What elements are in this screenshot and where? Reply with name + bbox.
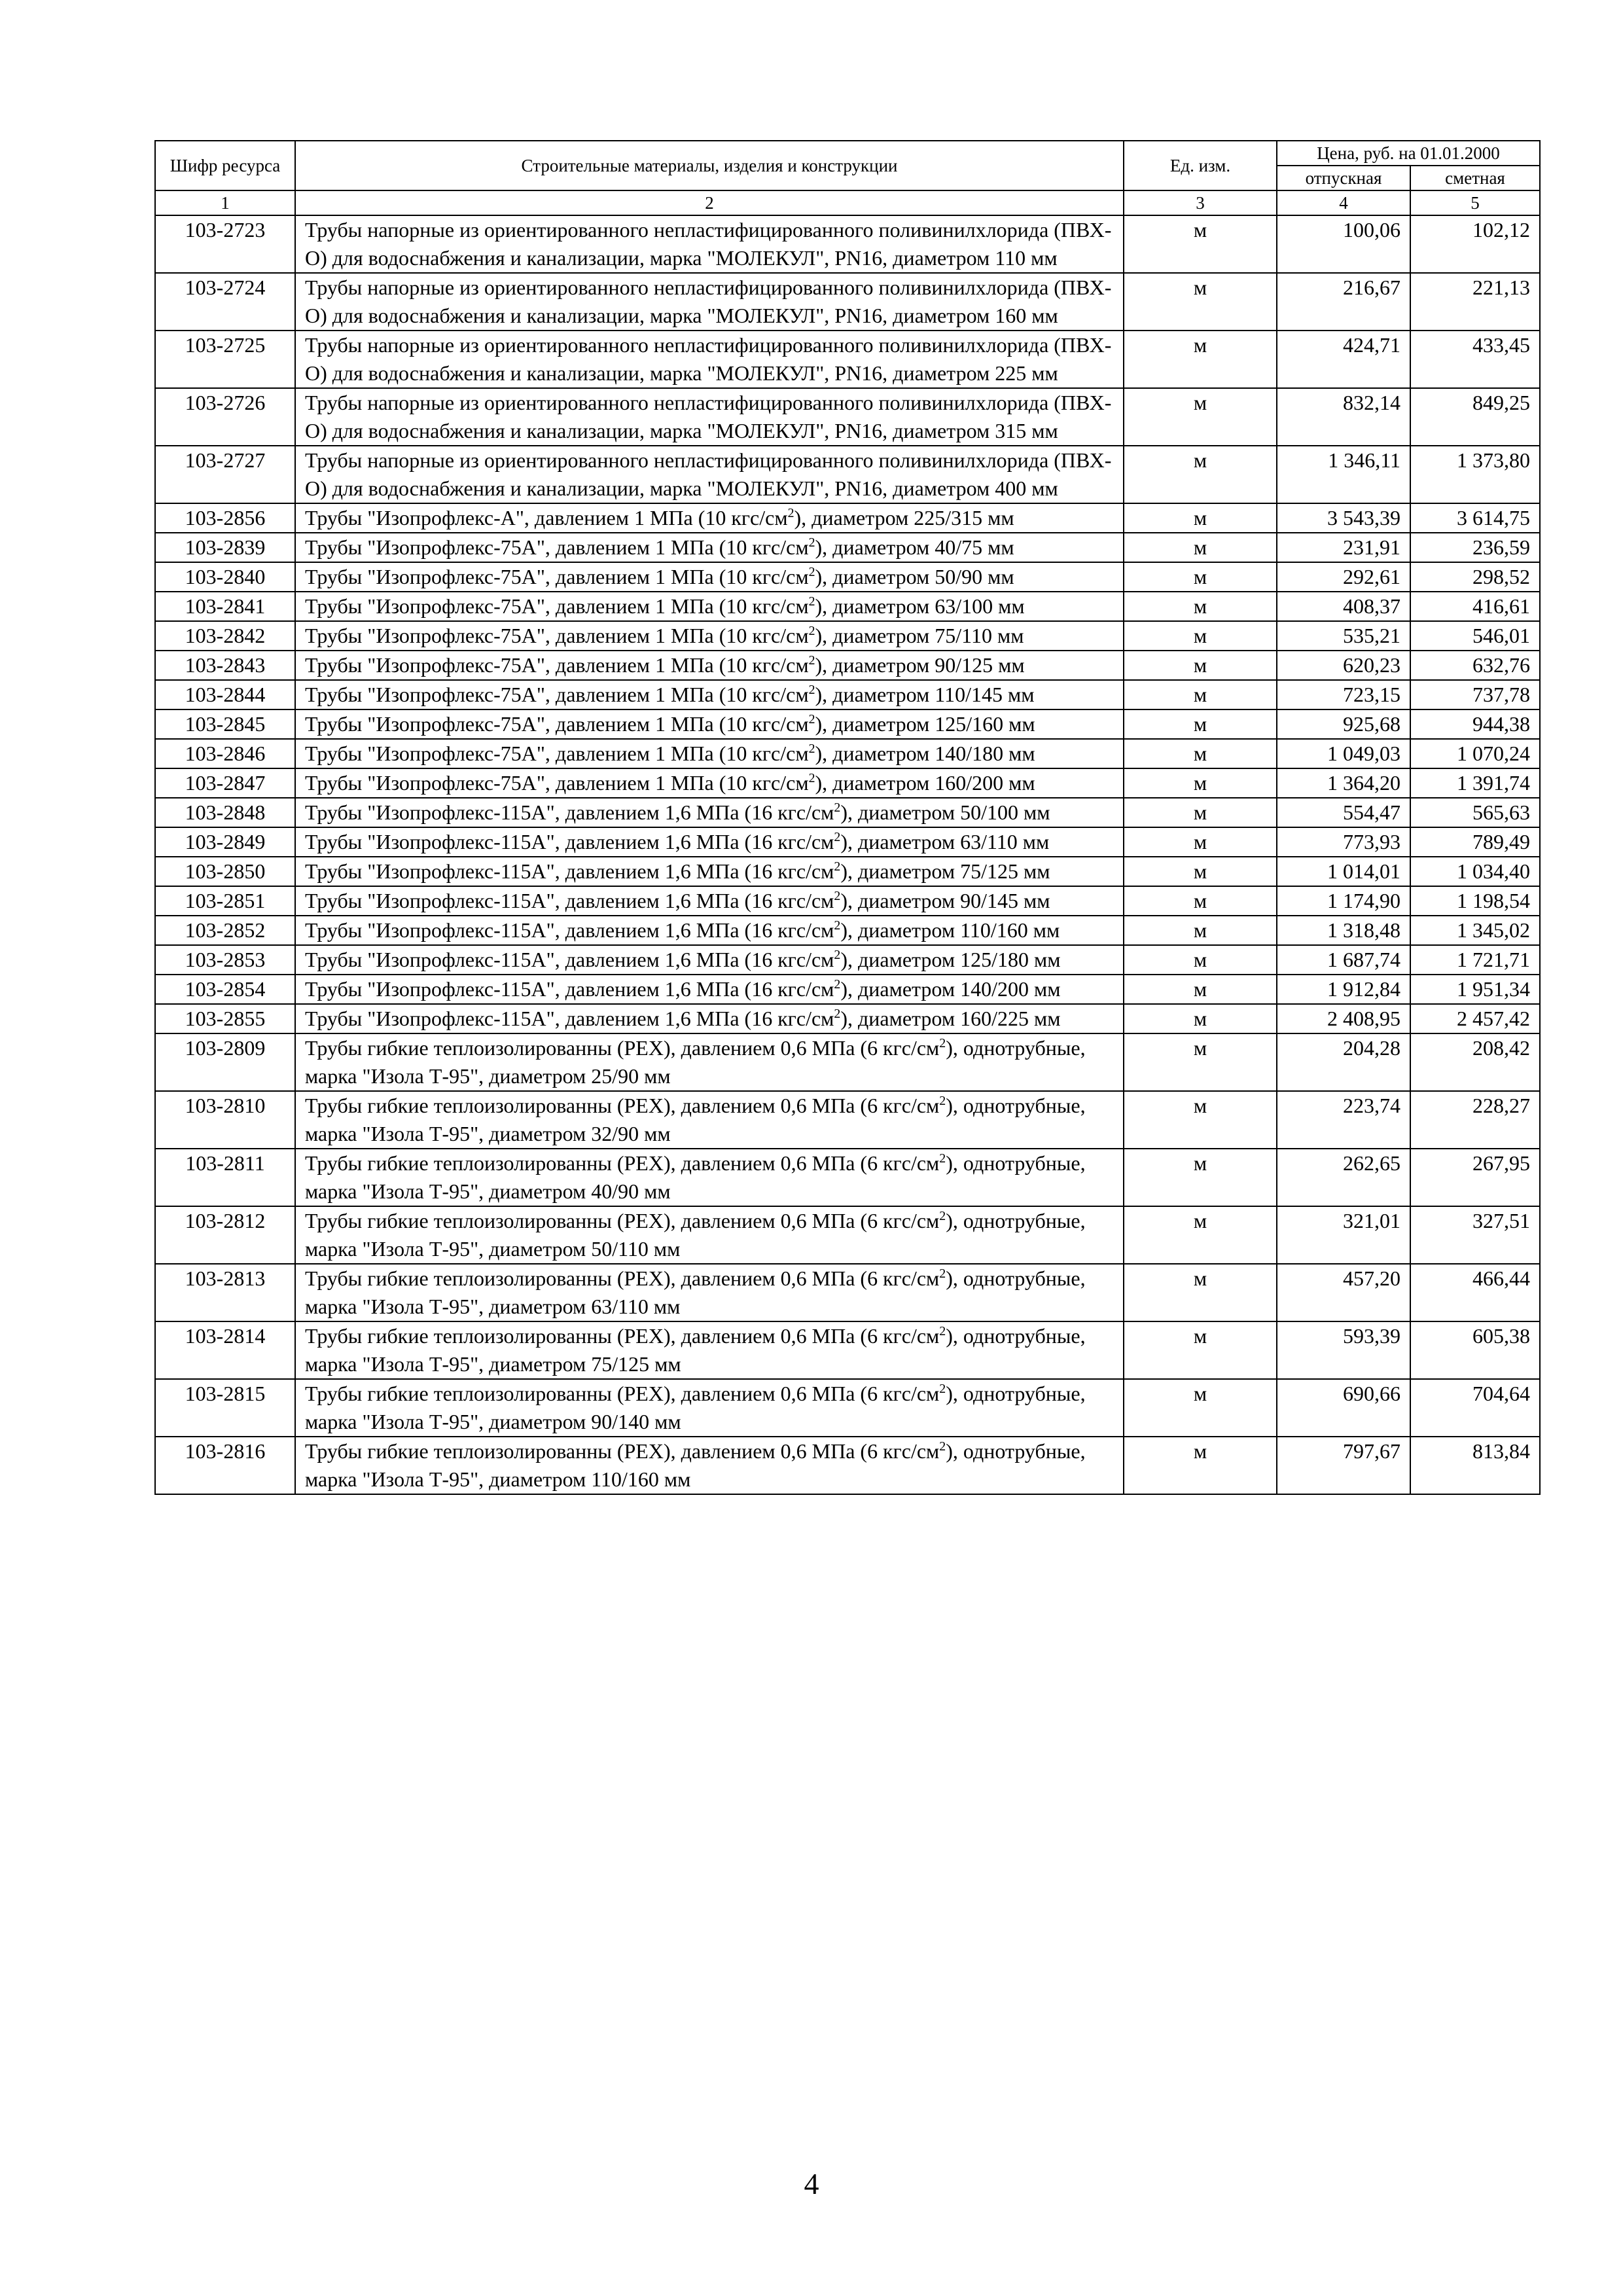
row-code: 103-2814 — [155, 1321, 295, 1379]
row-price-estimate: 813,84 — [1410, 1437, 1540, 1494]
row-price-release: 554,47 — [1277, 798, 1410, 827]
row-price-release: 457,20 — [1277, 1264, 1410, 1321]
row-unit: м — [1124, 680, 1277, 709]
price-table-sheet — [154, 140, 1539, 1495]
table-row — [155, 446, 1540, 503]
header-unit: Ед. изм. — [1124, 141, 1277, 190]
row-unit: м — [1124, 1206, 1277, 1264]
row-price-release: 1 318,48 — [1277, 916, 1410, 945]
row-price-estimate: 849,25 — [1410, 388, 1540, 446]
row-price-release: 690,66 — [1277, 1379, 1410, 1437]
table-row — [155, 1091, 1540, 1149]
row-unit: м — [1124, 1033, 1277, 1091]
row-code: 103-2839 — [155, 533, 295, 562]
row-code: 103-2727 — [155, 446, 295, 503]
row-name: Трубы "Изопрофлекс-А", давлением 1 МПа (10 кгс/$см^2$), диаметром 225/315 мм — [295, 503, 1124, 533]
row-price-release: 1 364,20 — [1277, 768, 1410, 798]
table-row — [155, 503, 1540, 533]
row-price-release: 832,14 — [1277, 388, 1410, 446]
row-unit: м — [1124, 798, 1277, 827]
row-code: 103-2724 — [155, 273, 295, 331]
table-row — [155, 621, 1540, 651]
table-body — [155, 215, 1540, 1494]
row-price-release: 1 049,03 — [1277, 739, 1410, 768]
row-price-estimate: 102,12 — [1410, 215, 1540, 273]
table-row — [155, 331, 1540, 388]
row-code: 103-2852 — [155, 916, 295, 945]
header-col-number: 5 — [1410, 190, 1540, 215]
header-col-number: 4 — [1277, 190, 1410, 215]
row-price-release: 321,01 — [1277, 1206, 1410, 1264]
row-name: Трубы гибкие теплоизолированны (PEX), давлением 0,6 МПа (6 кгс/$см^2$), однотрубные, марка "Изола Т-95", диаметром 40/90 мм — [295, 1149, 1124, 1206]
table-row — [155, 709, 1540, 739]
row-unit: м — [1124, 388, 1277, 446]
row-price-estimate: 1 391,74 — [1410, 768, 1540, 798]
row-name: Трубы напорные из ориентированного непластифицированного поливинилхлорида (ПВХ-О) для водоснабжения и канализации, марка "МОЛЕКУЛ", PN16, диаметром 110 мм — [295, 215, 1124, 273]
row-name: Трубы гибкие теплоизолированны (PEX), давлением 0,6 МПа (6 кгс/$см^2$), однотрубные, марка "Изола Т-95", диаметром 75/125 мм — [295, 1321, 1124, 1379]
row-code: 103-2843 — [155, 651, 295, 680]
row-unit: м — [1124, 1379, 1277, 1437]
row-name: Трубы "Изопрофлекс-115А", давлением 1,6 МПа (16 кгс/$см^2$), диаметром 75/125 мм — [295, 857, 1124, 886]
table-row — [155, 1206, 1540, 1264]
row-name: Трубы "Изопрофлекс-115А", давлением 1,6 МПа (16 кгс/$см^2$), диаметром 63/110 мм — [295, 827, 1124, 857]
table-row — [155, 768, 1540, 798]
row-price-release: 424,71 — [1277, 331, 1410, 388]
row-code: 103-2812 — [155, 1206, 295, 1264]
row-name: Трубы "Изопрофлекс-115А", давлением 1,6 МПа (16 кгс/$см^2$), диаметром 125/180 мм — [295, 945, 1124, 975]
table-row — [155, 886, 1540, 916]
row-price-release: 797,67 — [1277, 1437, 1410, 1494]
row-unit: м — [1124, 768, 1277, 798]
row-unit: м — [1124, 446, 1277, 503]
header-price-group: Цена, руб. на 01.01.2000 — [1277, 141, 1540, 166]
row-price-release: 1 346,11 — [1277, 446, 1410, 503]
header-col-number: 3 — [1124, 190, 1277, 215]
row-code: 103-2841 — [155, 592, 295, 621]
row-name: Трубы гибкие теплоизолированны (PEX), давлением 0,6 МПа (6 кгс/$см^2$), однотрубные, марка "Изола Т-95", диаметром 25/90 мм — [295, 1033, 1124, 1091]
row-price-estimate: 1 951,34 — [1410, 975, 1540, 1004]
row-code: 103-2809 — [155, 1033, 295, 1091]
table-row — [155, 388, 1540, 446]
table-row — [155, 1149, 1540, 1206]
row-price-release: 723,15 — [1277, 680, 1410, 709]
table-row — [155, 533, 1540, 562]
table-row — [155, 916, 1540, 945]
row-unit: м — [1124, 215, 1277, 273]
row-code: 103-2842 — [155, 621, 295, 651]
row-price-estimate: 1 345,02 — [1410, 916, 1540, 945]
row-price-estimate: 1 721,71 — [1410, 945, 1540, 975]
row-price-release: 1 912,84 — [1277, 975, 1410, 1004]
row-price-release: 292,61 — [1277, 562, 1410, 592]
row-unit: м — [1124, 503, 1277, 533]
row-price-estimate: 433,45 — [1410, 331, 1540, 388]
row-name: Трубы "Изопрофлекс-75А", давлением 1 МПа (10 кгс/$см^2$), диаметром 140/180 мм — [295, 739, 1124, 768]
row-unit: м — [1124, 1264, 1277, 1321]
row-code: 103-2848 — [155, 798, 295, 827]
row-price-release: 535,21 — [1277, 621, 1410, 651]
row-price-release: 620,23 — [1277, 651, 1410, 680]
row-price-estimate: 236,59 — [1410, 533, 1540, 562]
row-unit: м — [1124, 533, 1277, 562]
row-name: Трубы "Изопрофлекс-75А", давлением 1 МПа (10 кгс/$см^2$), диаметром 110/145 мм — [295, 680, 1124, 709]
row-price-release: 1 014,01 — [1277, 857, 1410, 886]
row-price-release: 223,74 — [1277, 1091, 1410, 1149]
price-table — [154, 140, 1541, 1495]
table-row — [155, 215, 1540, 273]
row-price-estimate: 416,61 — [1410, 592, 1540, 621]
row-unit: м — [1124, 1321, 1277, 1379]
header-col-number: 1 — [155, 190, 295, 215]
table-row — [155, 562, 1540, 592]
row-name: Трубы напорные из ориентированного непластифицированного поливинилхлорида (ПВХ-О) для водоснабжения и канализации, марка "МОЛЕКУЛ", PN16, диаметром 160 мм — [295, 273, 1124, 331]
row-unit: м — [1124, 651, 1277, 680]
header-name: Строительные материалы, изделия и конструкции — [295, 141, 1124, 190]
row-price-release: 1 687,74 — [1277, 945, 1410, 975]
row-price-release: 773,93 — [1277, 827, 1410, 857]
row-name: Трубы "Изопрофлекс-75А", давлением 1 МПа (10 кгс/$см^2$), диаметром 160/200 мм — [295, 768, 1124, 798]
row-name: Трубы "Изопрофлекс-115А", давлением 1,6 МПа (16 кгс/$см^2$), диаметром 110/160 мм — [295, 916, 1124, 945]
row-price-estimate: 632,76 — [1410, 651, 1540, 680]
row-unit: м — [1124, 331, 1277, 388]
row-code: 103-2815 — [155, 1379, 295, 1437]
row-price-release: 100,06 — [1277, 215, 1410, 273]
row-code: 103-2844 — [155, 680, 295, 709]
row-price-estimate: 565,63 — [1410, 798, 1540, 827]
row-price-release: 925,68 — [1277, 709, 1410, 739]
row-unit: м — [1124, 739, 1277, 768]
table-row — [155, 945, 1540, 975]
row-unit: м — [1124, 1004, 1277, 1033]
row-price-estimate: 944,38 — [1410, 709, 1540, 739]
row-price-release: 2 408,95 — [1277, 1004, 1410, 1033]
row-unit: м — [1124, 562, 1277, 592]
row-code: 103-2851 — [155, 886, 295, 916]
row-code: 103-2725 — [155, 331, 295, 388]
row-name: Трубы "Изопрофлекс-75А", давлением 1 МПа (10 кгс/$см^2$), диаметром 90/125 мм — [295, 651, 1124, 680]
table-row — [155, 739, 1540, 768]
row-name: Трубы напорные из ориентированного непластифицированного поливинилхлорида (ПВХ-О) для водоснабжения и канализации, марка "МОЛЕКУЛ", PN16, диаметром 315 мм — [295, 388, 1124, 446]
row-code: 103-2855 — [155, 1004, 295, 1033]
row-price-estimate: 228,27 — [1410, 1091, 1540, 1149]
row-price-estimate: 1 198,54 — [1410, 886, 1540, 916]
row-price-estimate: 704,64 — [1410, 1379, 1540, 1437]
row-price-estimate: 327,51 — [1410, 1206, 1540, 1264]
row-price-estimate: 3 614,75 — [1410, 503, 1540, 533]
header-code: Шифр ресурса — [155, 141, 295, 190]
header-price-estimate: сметная — [1410, 166, 1540, 190]
row-name: Трубы "Изопрофлекс-75А", давлением 1 МПа (10 кгс/$см^2$), диаметром 50/90 мм — [295, 562, 1124, 592]
table-row — [155, 273, 1540, 331]
row-name: Трубы "Изопрофлекс-115А", давлением 1,6 МПа (16 кгс/$см^2$), диаметром 140/200 мм — [295, 975, 1124, 1004]
row-unit: м — [1124, 273, 1277, 331]
table-row — [155, 1379, 1540, 1437]
header-price-release: отпускная — [1277, 166, 1410, 190]
row-price-estimate: 2 457,42 — [1410, 1004, 1540, 1033]
row-unit: м — [1124, 1091, 1277, 1149]
row-unit: м — [1124, 592, 1277, 621]
header-col-number: 2 — [295, 190, 1124, 215]
table-row — [155, 1004, 1540, 1033]
row-unit: м — [1124, 1437, 1277, 1494]
row-price-estimate: 546,01 — [1410, 621, 1540, 651]
row-code: 103-2840 — [155, 562, 295, 592]
row-name: Трубы гибкие теплоизолированны (PEX), давлением 0,6 МПа (6 кгс/$см^2$), однотрубные, марка "Изола Т-95", диаметром 110/160 мм — [295, 1437, 1124, 1494]
row-name: Трубы "Изопрофлекс-115А", давлением 1,6 МПа (16 кгс/$см^2$), диаметром 50/100 мм — [295, 798, 1124, 827]
row-code: 103-2850 — [155, 857, 295, 886]
row-price-release: 3 543,39 — [1277, 503, 1410, 533]
row-code: 103-2854 — [155, 975, 295, 1004]
row-unit: м — [1124, 621, 1277, 651]
row-code: 103-2813 — [155, 1264, 295, 1321]
table-row — [155, 1437, 1540, 1494]
row-price-estimate: 1 070,24 — [1410, 739, 1540, 768]
row-unit: м — [1124, 886, 1277, 916]
row-name: Трубы "Изопрофлекс-75А", давлением 1 МПа (10 кгс/$см^2$), диаметром 40/75 мм — [295, 533, 1124, 562]
table-row — [155, 975, 1540, 1004]
row-unit: м — [1124, 709, 1277, 739]
row-name: Трубы "Изопрофлекс-75А", давлением 1 МПа (10 кгс/$см^2$), диаметром 75/110 мм — [295, 621, 1124, 651]
row-name: Трубы напорные из ориентированного непластифицированного поливинилхлорида (ПВХ-О) для водоснабжения и канализации, марка "МОЛЕКУЛ", PN16, диаметром 400 мм — [295, 446, 1124, 503]
row-price-estimate: 1 034,40 — [1410, 857, 1540, 886]
table-row — [155, 651, 1540, 680]
row-price-estimate: 466,44 — [1410, 1264, 1540, 1321]
row-code: 103-2846 — [155, 739, 295, 768]
row-price-release: 593,39 — [1277, 1321, 1410, 1379]
row-code: 103-2847 — [155, 768, 295, 798]
row-code: 103-2723 — [155, 215, 295, 273]
table-row — [155, 680, 1540, 709]
row-price-release: 204,28 — [1277, 1033, 1410, 1091]
row-code: 103-2856 — [155, 503, 295, 533]
row-price-estimate: 605,38 — [1410, 1321, 1540, 1379]
row-price-estimate: 298,52 — [1410, 562, 1540, 592]
row-price-estimate: 208,42 — [1410, 1033, 1540, 1091]
table-row — [155, 1264, 1540, 1321]
row-name: Трубы "Изопрофлекс-115А", давлением 1,6 МПа (16 кгс/$см^2$), диаметром 90/145 мм — [295, 886, 1124, 916]
row-code: 103-2726 — [155, 388, 295, 446]
row-name: Трубы "Изопрофлекс-75А", давлением 1 МПа (10 кгс/$см^2$), диаметром 125/160 мм — [295, 709, 1124, 739]
table-row — [155, 798, 1540, 827]
row-price-estimate: 737,78 — [1410, 680, 1540, 709]
row-code: 103-2845 — [155, 709, 295, 739]
row-price-estimate: 267,95 — [1410, 1149, 1540, 1206]
page-number: 4 — [804, 2167, 819, 2200]
table-row — [155, 1321, 1540, 1379]
row-code: 103-2816 — [155, 1437, 295, 1494]
row-name: Трубы напорные из ориентированного непластифицированного поливинилхлорида (ПВХ-О) для водоснабжения и канализации, марка "МОЛЕКУЛ", PN16, диаметром 225 мм — [295, 331, 1124, 388]
row-price-release: 216,67 — [1277, 273, 1410, 331]
row-unit: м — [1124, 945, 1277, 975]
row-code: 103-2853 — [155, 945, 295, 975]
row-unit: м — [1124, 916, 1277, 945]
row-name: Трубы "Изопрофлекс-75А", давлением 1 МПа (10 кгс/$см^2$), диаметром 63/100 мм — [295, 592, 1124, 621]
row-price-estimate: 221,13 — [1410, 273, 1540, 331]
row-unit: м — [1124, 827, 1277, 857]
row-name: Трубы "Изопрофлекс-115А", давлением 1,6 МПа (16 кгс/$см^2$), диаметром 160/225 мм — [295, 1004, 1124, 1033]
row-price-release: 1 174,90 — [1277, 886, 1410, 916]
row-name: Трубы гибкие теплоизолированны (PEX), давлением 0,6 МПа (6 кгс/$см^2$), однотрубные, марка "Изола Т-95", диаметром 50/110 мм — [295, 1206, 1124, 1264]
row-price-release: 262,65 — [1277, 1149, 1410, 1206]
row-code: 103-2849 — [155, 827, 295, 857]
row-price-estimate: 789,49 — [1410, 827, 1540, 857]
row-price-release: 408,37 — [1277, 592, 1410, 621]
table-row — [155, 857, 1540, 886]
row-unit: м — [1124, 975, 1277, 1004]
row-price-release: 231,91 — [1277, 533, 1410, 562]
row-name: Трубы гибкие теплоизолированны (PEX), давлением 0,6 МПа (6 кгс/$см^2$), однотрубные, марка "Изола Т-95", диаметром 32/90 мм — [295, 1091, 1124, 1149]
row-name: Трубы гибкие теплоизолированны (PEX), давлением 0,6 МПа (6 кгс/$см^2$), однотрубные, марка "Изола Т-95", диаметром 63/110 мм — [295, 1264, 1124, 1321]
table-row — [155, 592, 1540, 621]
row-code: 103-2811 — [155, 1149, 295, 1206]
table-row — [155, 1033, 1540, 1091]
row-code: 103-2810 — [155, 1091, 295, 1149]
table-header — [155, 141, 1540, 215]
row-name: Трубы гибкие теплоизолированны (PEX), давлением 0,6 МПа (6 кгс/$см^2$), однотрубные, марка "Изола Т-95", диаметром 90/140 мм — [295, 1379, 1124, 1437]
row-unit: м — [1124, 857, 1277, 886]
table-row — [155, 827, 1540, 857]
row-unit: м — [1124, 1149, 1277, 1206]
row-price-estimate: 1 373,80 — [1410, 446, 1540, 503]
